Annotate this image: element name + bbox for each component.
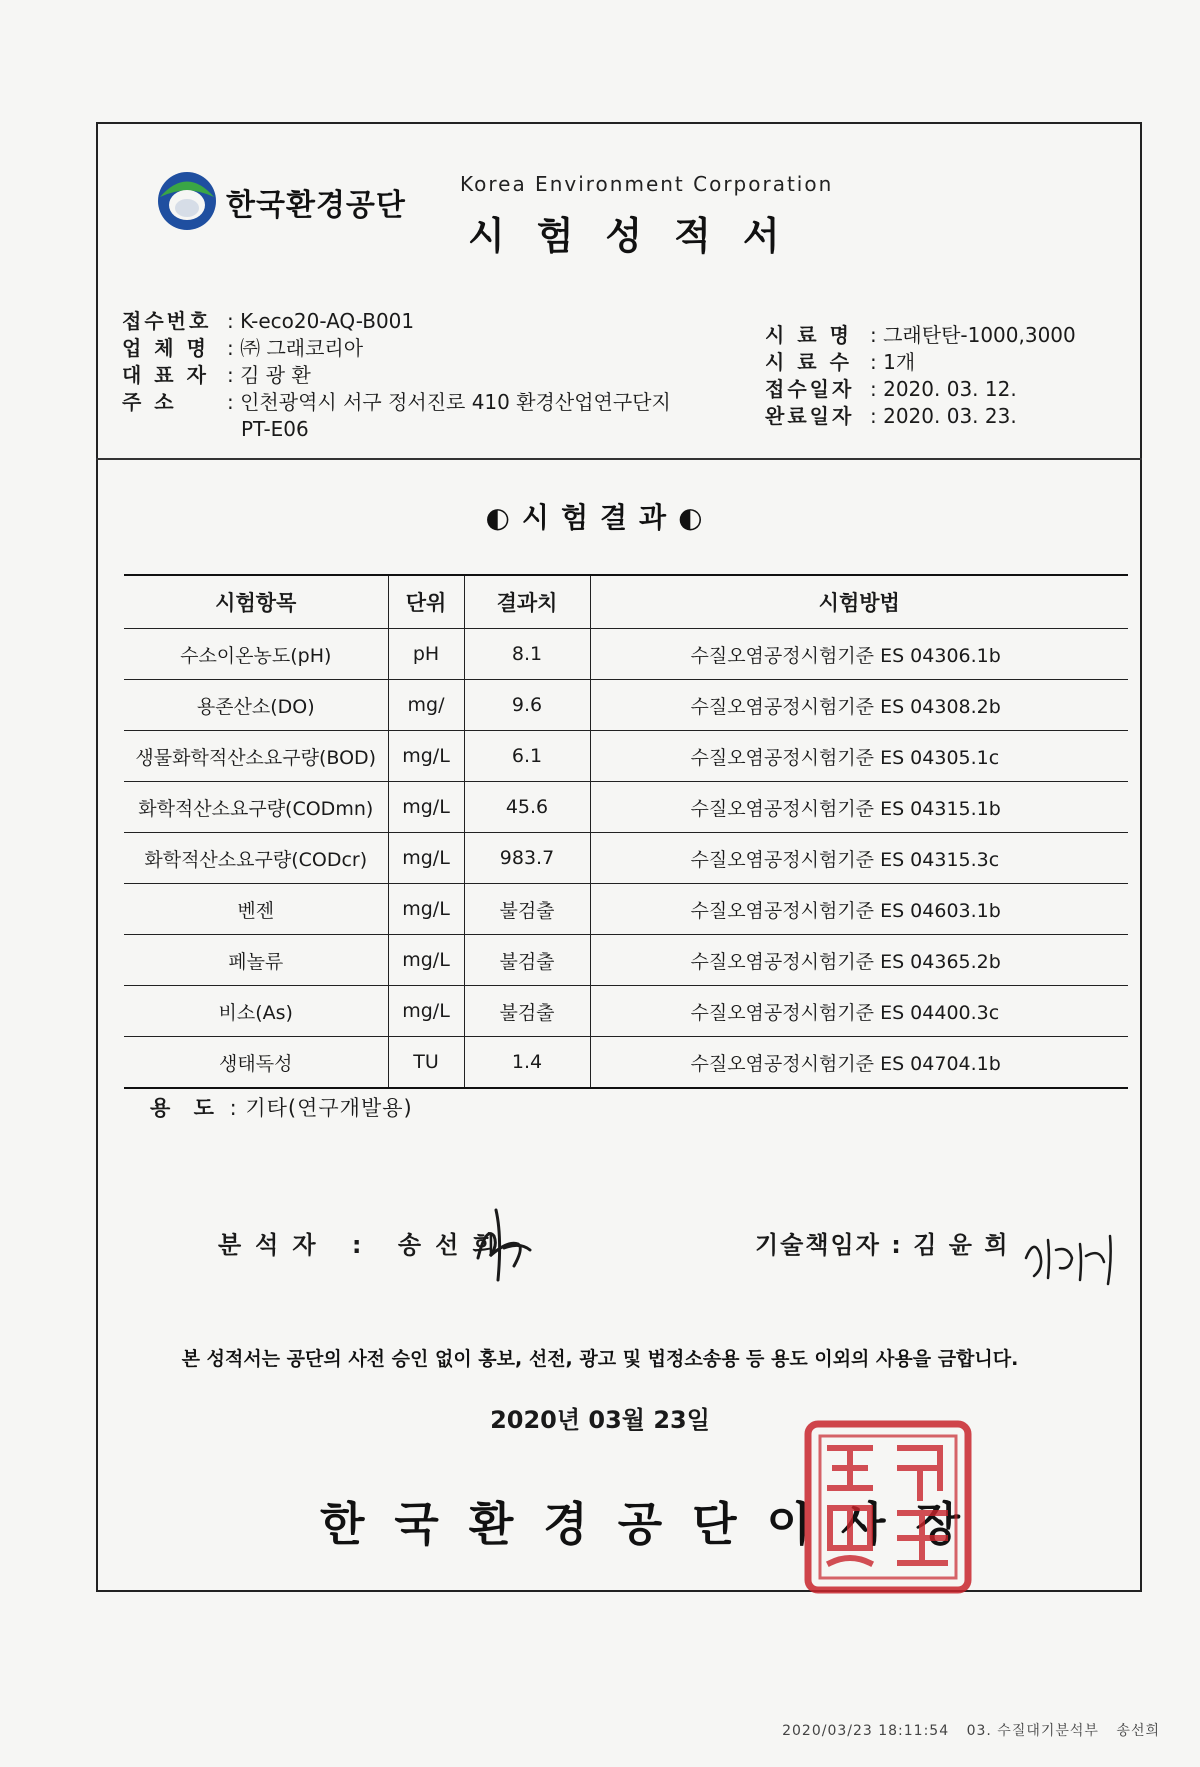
info-row-sample-count: 시 료 수 : 1개: [765, 350, 916, 374]
footer-person: 송선희: [1116, 1723, 1160, 1739]
cell-unit: mg/L: [388, 731, 464, 782]
print-footer: [770, 1720, 1160, 1740]
cell-result: 6.1: [464, 731, 590, 782]
table-row: [124, 986, 1128, 1037]
issuer-title: 한국환경공단이사장: [320, 1497, 990, 1551]
table-row: [124, 884, 1128, 935]
cell-result: 9.6: [464, 680, 590, 731]
col-header-unit: 단위: [388, 575, 464, 629]
table-row: [124, 680, 1128, 731]
info-row-completion-date: 완료일자 : 2020. 03. 23.: [765, 404, 1017, 428]
col-header-method: 시험방법: [590, 575, 1128, 629]
issue-date: 2020년 03월 23일: [490, 1406, 710, 1434]
cell-method: 수질오염공정시험기준 ES 04315.3c: [590, 833, 1128, 884]
info-row-receipt-date: 접수일자 : 2020. 03. 12.: [765, 377, 1017, 401]
logo-text: 한국환경공단: [226, 188, 406, 223]
cell-item: 페놀류: [124, 935, 388, 986]
table-row: [124, 629, 1128, 680]
info-row-address-line2: PT-E06: [241, 417, 309, 441]
official-seal-stamp-icon: [800, 1418, 975, 1598]
analyst-signature-line: 분석자 : 송선희: [218, 1231, 510, 1259]
cell-method: 수질오염공정시험기준 ES 04400.3c: [590, 986, 1128, 1037]
usage-line: 용 도 : 기타(연구개발용): [150, 1096, 413, 1120]
header-divider: [96, 458, 1142, 460]
cell-item: 화학적산소요구량(CODcr): [124, 833, 388, 884]
cell-item: 생물화학적산소요구량(BOD): [124, 731, 388, 782]
document-title: 시험성적서: [468, 213, 812, 258]
col-header-result: 결과치: [464, 575, 590, 629]
cell-item: 비소(As): [124, 986, 388, 1037]
table-row: [124, 1037, 1128, 1089]
info-row-address: 주 소 : 인천광역시 서구 정서진로 410 환경산업연구단지: [122, 390, 671, 414]
table-row: [124, 731, 1128, 782]
cell-method: 수질오염공정시험기준 ES 04365.2b: [590, 935, 1128, 986]
cell-result: 1.4: [464, 1037, 590, 1089]
cell-item: 벤젠: [124, 884, 388, 935]
cell-method: 수질오염공정시험기준 ES 04306.1b: [590, 629, 1128, 680]
cell-method: 수질오염공정시험기준 ES 04308.2b: [590, 680, 1128, 731]
usage-restriction-notice: 본 성적서는 공단의 사전 승인 없이 홍보, 선전, 광고 및 법정소송용 등 용도 이외의 사용을 금합니다.: [181, 1348, 1019, 1370]
cell-unit: mg/: [388, 680, 464, 731]
korea-environment-corp-logo-icon: [156, 170, 218, 232]
cell-result: 45.6: [464, 782, 590, 833]
info-row-receipt-no: 접수번호 : K-eco20-AQ-B001: [122, 309, 415, 333]
section-title-results: ◐시험결과◐: [485, 501, 715, 534]
cell-method: 수질오염공정시험기준 ES 04603.1b: [590, 884, 1128, 935]
table-header-row: [124, 575, 1128, 629]
table-row: [124, 833, 1128, 884]
cell-result: 불검출: [464, 986, 590, 1037]
cell-item: 생태독성: [124, 1037, 388, 1089]
cell-result: 983.7: [464, 833, 590, 884]
cell-method: 수질오염공정시험기준 ES 04704.1b: [590, 1037, 1128, 1089]
cell-unit: pH: [388, 629, 464, 680]
info-row-sample-name: 시 료 명 : 그래탄탄-1000,3000: [765, 323, 1076, 347]
cell-method: 수질오염공정시험기준 ES 04315.1b: [590, 782, 1128, 833]
footer-department: 03. 수질대기분석부: [966, 1723, 1099, 1739]
cell-item: 화학적산소요구량(CODmn): [124, 782, 388, 833]
org-english-name: Korea Environment Corporation: [460, 172, 834, 196]
table-row: [124, 935, 1128, 986]
info-row-company: 업 체 명 : ㈜ 그래코리아: [122, 336, 364, 360]
cell-unit: mg/L: [388, 782, 464, 833]
cell-result: 불검출: [464, 935, 590, 986]
analyst-handwritten-signature: [468, 1196, 538, 1286]
cell-unit: mg/L: [388, 935, 464, 986]
footer-timestamp: 2020/03/23 18:11:54: [782, 1723, 950, 1739]
cell-unit: TU: [388, 1037, 464, 1089]
cell-result: 8.1: [464, 629, 590, 680]
cell-item: 용존산소(DO): [124, 680, 388, 731]
cell-unit: mg/L: [388, 833, 464, 884]
cell-method: 수질오염공정시험기준 ES 04305.1c: [590, 731, 1128, 782]
info-row-representative: 대 표 자 : 김 광 환: [122, 363, 311, 387]
cell-result: 불검출: [464, 884, 590, 935]
cell-unit: mg/L: [388, 884, 464, 935]
tech-manager-handwritten-signature: [1020, 1228, 1120, 1288]
cell-item: 수소이온농도(pH): [124, 629, 388, 680]
col-header-item: 시험항목: [124, 575, 388, 629]
table-row: [124, 782, 1128, 833]
sample-info: [765, 322, 1076, 430]
cell-unit: mg/L: [388, 986, 464, 1037]
applicant-info: [122, 308, 671, 443]
tech-manager-signature-line: 기술책임자 : 김 윤 희: [755, 1231, 1010, 1259]
results-table: [124, 574, 1128, 1089]
